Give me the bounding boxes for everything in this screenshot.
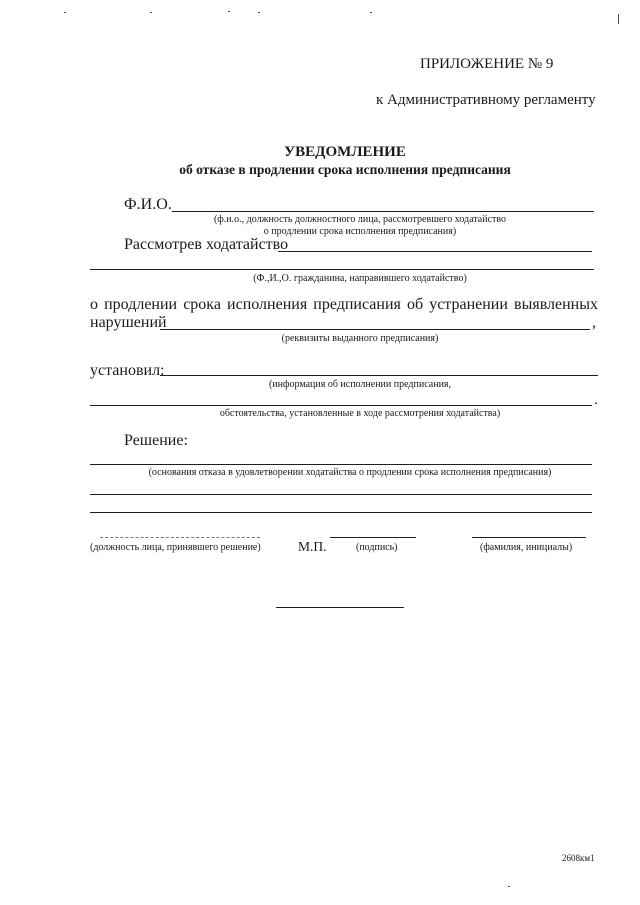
- position-caption: (должность лица, принявшего решение): [90, 542, 261, 553]
- reviewed-caption: (Ф.,И.,О. гражданина, направившего ходатайство): [253, 273, 467, 284]
- decision-line-2[interactable]: [90, 494, 592, 495]
- fio-line[interactable]: [172, 211, 594, 212]
- decision-line-3[interactable]: [90, 512, 592, 513]
- fio-caption-line2: о продлении срока исполнения предписания): [263, 226, 457, 237]
- established-caption: (информация об исполнении предписания,: [268, 379, 452, 390]
- scan-artifact: [228, 11, 230, 12]
- violations-line[interactable]: [160, 329, 590, 330]
- violations-caption: (реквизиты выданного предписания): [281, 333, 439, 344]
- closing-line: [276, 607, 404, 608]
- scan-artifact: [64, 12, 66, 13]
- signature-caption: (подпись): [356, 542, 398, 553]
- position-line[interactable]: [100, 537, 260, 538]
- violations-comma: ,: [592, 314, 596, 331]
- document-code: 2608км1: [562, 853, 595, 863]
- appendix-number: ПРИЛОЖЕНИЕ № 9: [420, 56, 554, 72]
- decision-label: Решение:: [124, 432, 188, 449]
- circumstances-dot: .: [594, 392, 598, 408]
- reviewed-line[interactable]: [278, 251, 592, 252]
- signature-line[interactable]: [330, 537, 416, 538]
- decision-caption: (основания отказа в удовлетворении ходатайства о продлении срока исполнения предписания): [148, 467, 552, 478]
- circumstances-caption: обстоятельства, установленные в ходе рассмотрения ходатайства): [219, 408, 501, 419]
- violations-label: нарушений: [90, 314, 167, 331]
- extension-text: о продлении срока исполнения предписания об устранении выявленных: [90, 296, 598, 313]
- document-title: УВЕДОМЛЕНИЕ: [284, 144, 406, 160]
- established-label: установил:: [90, 362, 165, 379]
- scan-artifact: [258, 12, 260, 13]
- document-subtitle: об отказе в продлении срока исполнения предписания: [179, 162, 511, 177]
- fio-label: Ф.И.О.: [124, 196, 172, 213]
- stamp-label: М.П.: [298, 539, 327, 554]
- established-line[interactable]: [160, 375, 598, 376]
- scan-artifact: [370, 12, 372, 13]
- circumstances-line[interactable]: [90, 405, 592, 406]
- reviewed-line-2[interactable]: [90, 269, 594, 270]
- decision-line-1[interactable]: [90, 464, 592, 465]
- reviewed-label: Рассмотрев ходатайство: [124, 236, 289, 253]
- fio-caption-line1: (ф.и.о., должность должностного лица, рассмотревшего ходатайство: [213, 214, 507, 225]
- regulation-reference: к Административному регламенту: [376, 92, 596, 108]
- scan-artifact: [618, 14, 619, 24]
- name-caption: (фамилия, инициалы): [480, 542, 573, 553]
- scan-artifact: [150, 12, 152, 13]
- scan-artifact: [508, 886, 510, 887]
- name-line[interactable]: [472, 537, 586, 538]
